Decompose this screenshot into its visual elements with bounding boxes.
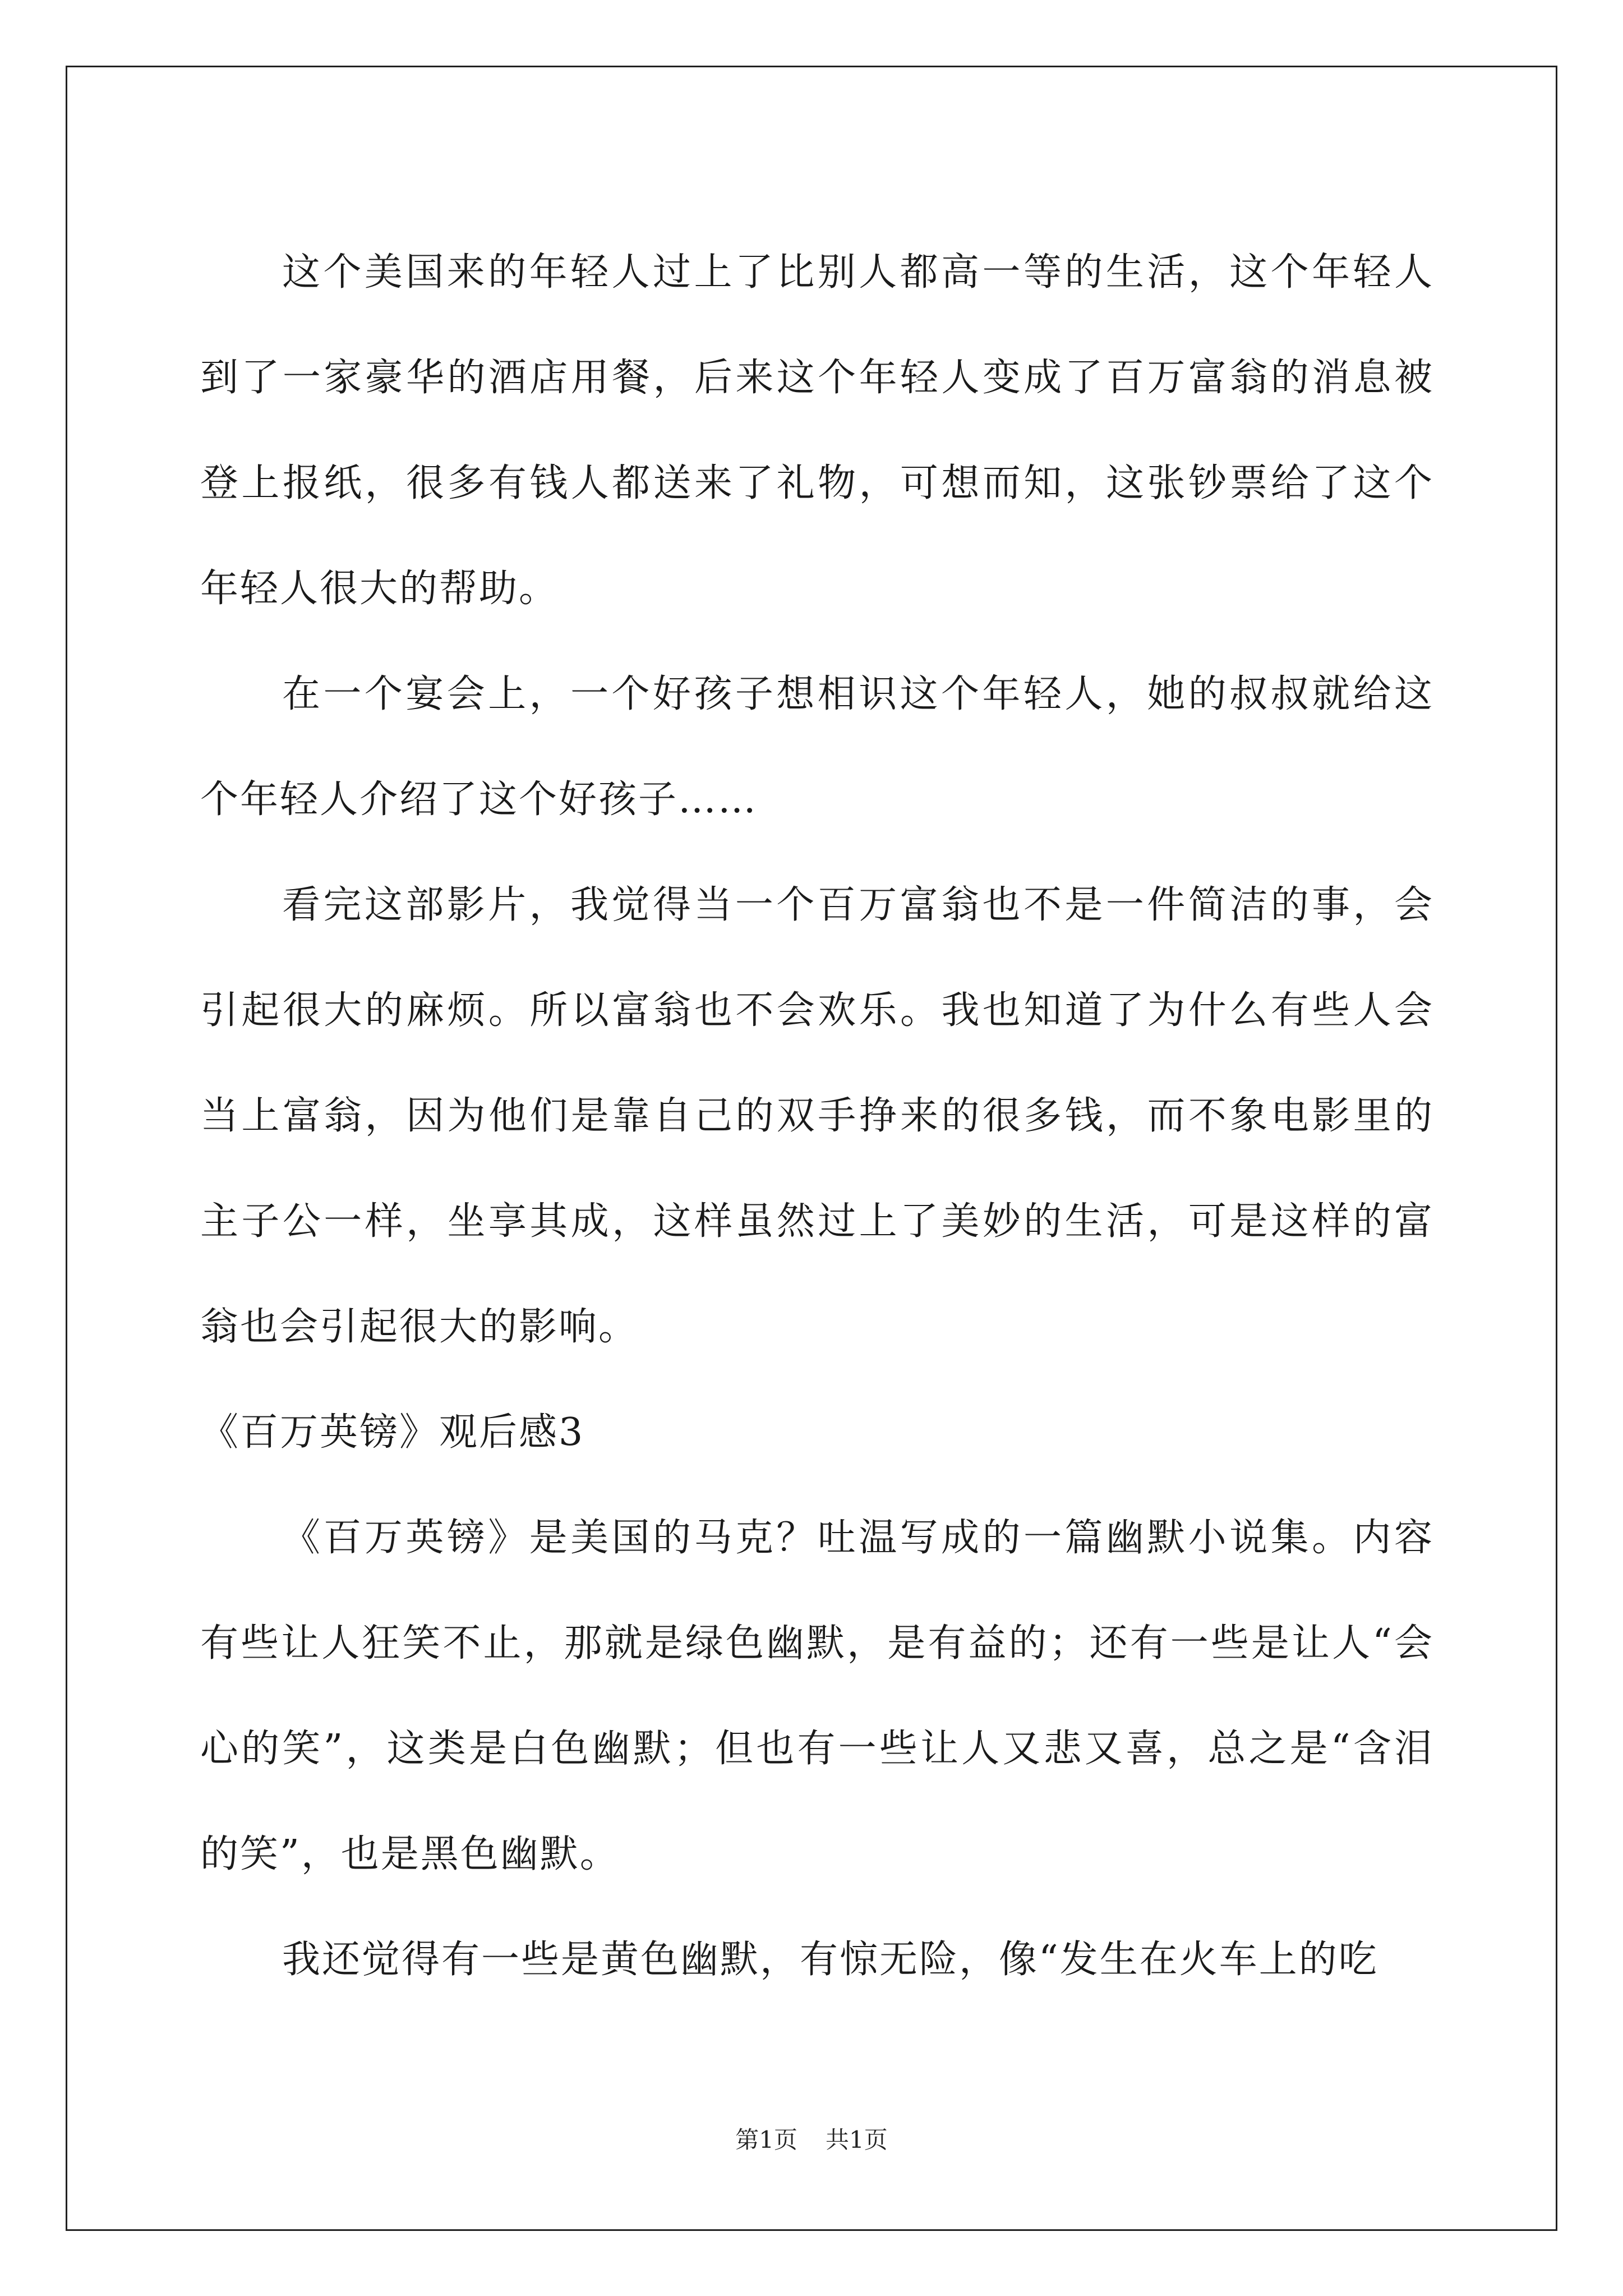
page-footer (0, 2123, 1623, 2157)
paragraph-2: 在一个宴会上，一个好孩子想相识这个年轻人，她的叔叔就给这个年轻人介绍了这个好孩子…… (200, 672, 1434, 822)
paragraph-3: 看完这部影片，我觉得当一个百万富翁也不是一件简洁的事，会引起很大的麻烦。所以富翁也不会欢乐。我也知道了为什么有些人会当上富翁，因为他们是靠自己的双手挣来的很多钱，而不象电影里的主子公一样，坐享其成，这样虽然过上了美妙的生活，可是这样的富翁也会引起很大的影响。 (200, 883, 1434, 1349)
paragraph-1: 这个美国来的年轻人过上了比别人都高一等的生活，这个年轻人到了一家豪华的酒店用餐，后来这个年轻人变成了百万富翁的消息被登上报纸，很多有钱人都送来了礼物，可想而知，这张钞票给了这个年轻人很大的帮助。 (200, 250, 1434, 611)
section-heading: 《百万英镑》观后感3 (200, 1410, 585, 1455)
document-body (200, 220, 1434, 2013)
page-number: 第1页 (735, 2126, 797, 2154)
paragraph-4: 《百万英镑》是美国的马克？吐温写成的一篇幽默小说集。内容有些让人狂笑不止，那就是绿色幽默，是有益的；还有一些是让人“会心的笑”，这类是白色幽默；但也有一些让人又悲又喜，总之是“含泪的笑”，也是黑色幽默。 (200, 1516, 1434, 1876)
paragraph-5: 我还觉得有一些是黄色幽默，有惊无险，像“发生在火车上的吃 (282, 1938, 1378, 1982)
page-total: 共1页 (826, 2126, 888, 2154)
